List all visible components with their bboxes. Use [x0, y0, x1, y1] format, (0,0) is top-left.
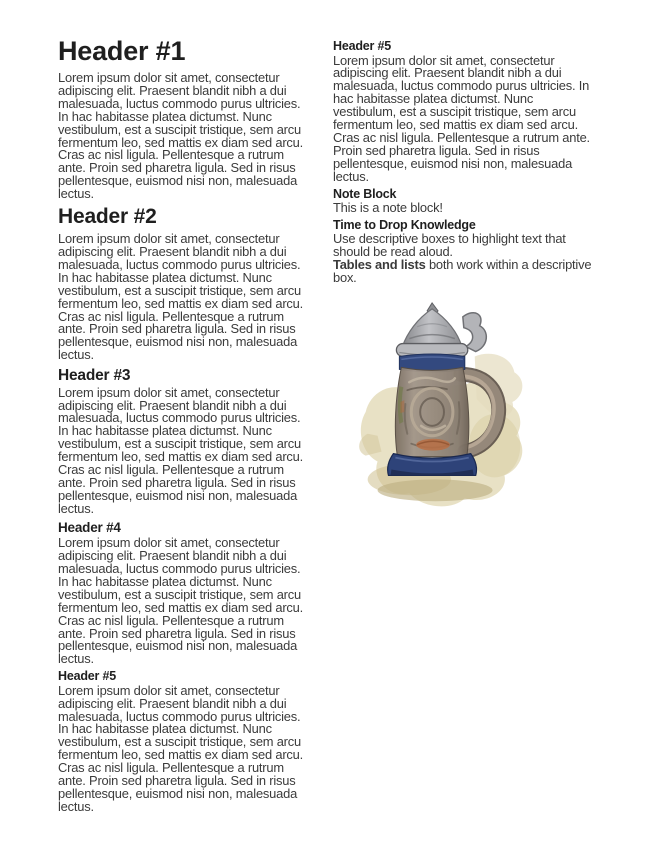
header-1-title: Header #1 [58, 36, 186, 66]
header-4-paragraph: Lorem ipsum dolor sit amet, consectetur adipiscing elit. Praesent blandit nibh a dui malesuada, luctus commodo purus ultricies. In hac habitasse platea dictumst. Nunc vestibulum, est a suscipit tristique, sem arcu fermentum leo, sed mattis ex diam sed arcu. Cras ac nisl ligula. Pellentesque a rutrum ante. Proin sed pharetra ligula. Sed in risus pellentesque, euismod nisi non, malesuada lectus. [58, 535, 304, 667]
section-header-1 [58, 38, 310, 201]
header-5-title: Header #5 [58, 669, 116, 684]
tables-lists-note [333, 259, 595, 285]
section-header-5 [58, 670, 310, 814]
section-header-2 [58, 206, 310, 362]
left-column [58, 36, 310, 814]
header-5-right-title: Header #5 [333, 39, 391, 53]
beer-stein-image [347, 295, 537, 523]
beer-stein-illustration-svg [347, 295, 537, 523]
header-4-title: Header #4 [58, 519, 121, 535]
note-block-label: Note Block [333, 186, 397, 201]
section-header-5-right [333, 40, 595, 184]
header-5-paragraph: Lorem ipsum dolor sit amet, consectetur adipiscing elit. Praesent blandit nibh a dui malesuada, luctus commodo purus ultricies. In hac habitasse platea dictumst. Nunc vestibulum, est a suscipit tristique, sem arcu fermentum leo, sed mattis ex diam sed arcu. Cras ac nisl ligula. Pellentesque a rutrum ante. Proin sed pharetra ligula. Sed in risus pellentesque, euismod nisi non, malesuada lectus. [58, 682, 304, 814]
tables-lists-bold-lead: Tables and lists [333, 257, 426, 273]
section-header-4 [58, 521, 310, 667]
tables-lists-rest: both work within a descriptive box. [333, 257, 592, 286]
header-3-title: Header #3 [58, 367, 131, 385]
header-3-paragraph: Lorem ipsum dolor sit amet, consectetur adipiscing elit. Praesent blandit nibh a dui malesuada, luctus commodo purus ultricies. In hac habitasse platea dictumst. Nunc vestibulum, est a suscipit tristique, sem arcu fermentum leo, sed mattis ex diam sed arcu. Cras ac nisl ligula. Pellentesque a rutrum ante. Proin sed pharetra ligula. Sed in risus pellentesque, euismod nisi non, malesuada lectus. [58, 384, 304, 516]
knowledge-block-label: Time to Drop Knowledge [333, 217, 476, 232]
header-2-paragraph: Lorem ipsum dolor sit amet, consectetur adipiscing elit. Praesent blandit nibh a dui malesuada, luctus commodo purus ultricies. In hac habitasse platea dictumst. Nunc vestibulum, est a suscipit tristique, sem arcu fermentum leo, sed mattis ex diam sed arcu. Cras ac nisl ligula. Pellentesque a rutrum ante. Proin sed pharetra ligula. Sed in risus pellentesque, euismod nisi non, malesuada lectus. [58, 231, 304, 363]
section-header-3 [58, 368, 310, 516]
right-column [333, 36, 595, 814]
header-5-right-paragraph: Lorem ipsum dolor sit amet, consectetur adipiscing elit. Praesent blandit nibh a dui malesuada, luctus commodo purus ultricies. In hac habitasse platea dictumst. Nunc vestibulum, est a suscipit tristique, sem arcu fermentum leo, sed mattis ex diam sed arcu. Cras ac nisl ligula. Pellentesque a rutrum ante. Proin sed pharetra ligula. Sed in risus pellentesque, euismod nisi non, malesuada lectus. [333, 52, 590, 184]
note-block-text: This is a note block! [333, 200, 443, 216]
knowledge-block-text: Use descriptive boxes to highlight text that should be read aloud. [333, 231, 566, 260]
header-2-title: Header #2 [58, 205, 157, 229]
header-1-paragraph: Lorem ipsum dolor sit amet, consectetur adipiscing elit. Praesent blandit nibh a dui malesuada, luctus commodo purus ultricies. In hac habitasse platea dictumst. Nunc vestibulum, est a suscipit tristique, sem arcu fermentum leo, sed mattis ex diam sed arcu. Cras ac nisl ligula. Pellentesque a rutrum ante. Proin sed pharetra ligula. Sed in risus pellentesque, euismod nisi non, malesuada lectus. [58, 70, 304, 202]
